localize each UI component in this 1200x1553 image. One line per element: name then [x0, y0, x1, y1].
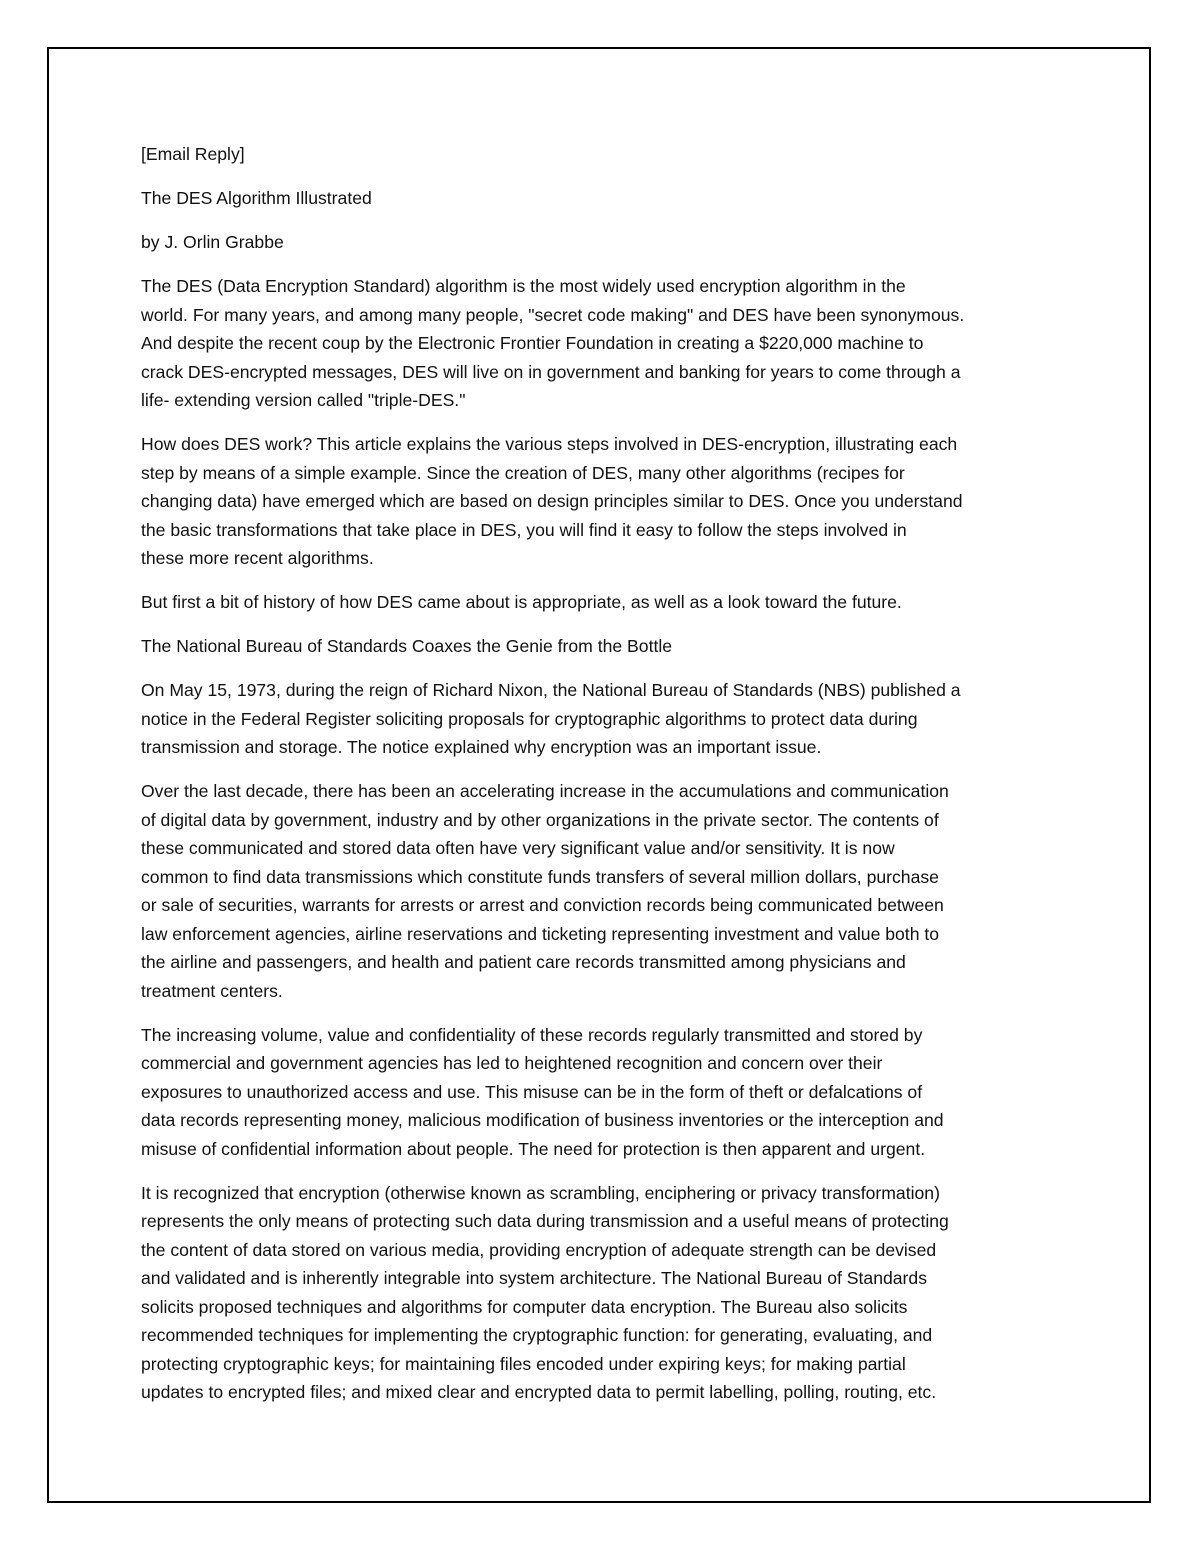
paragraph-line: law enforcement agencies, airline reservations and ticketing representing investment and value both to — [141, 923, 940, 944]
paragraph — [141, 1179, 1066, 1407]
paragraph-line: Over the last decade, there has been an accelerating increase in the accumulations and communication — [141, 781, 949, 801]
document-title: The DES Algorithm Illustrated — [141, 188, 372, 208]
paragraph-line: How does DES work? This article explains the various steps involved in DES-encryption, illustrating each — [141, 434, 958, 454]
paragraph-line: common to find data transmissions which constitute funds transfers of several million dollars, purchase — [141, 866, 939, 887]
paragraph — [141, 632, 1066, 661]
paragraph-line: solicits proposed techniques and algorithms for computer data encryption. The Bureau also solicits — [141, 1296, 908, 1317]
paragraph-line: The increasing volume, value and confidentiality of these records regularly transmitted and stored by — [141, 1024, 923, 1045]
paragraph — [141, 1021, 1066, 1164]
paragraph-line: of digital data by government, industry and by other organizations in the private sector. The contents of — [141, 809, 939, 830]
paragraph-line: recommended techniques for implementing the cryptographic function: for generating, evaluating, and — [141, 1325, 933, 1345]
paragraph-line: exposures to unauthorized access and use. This misuse can be in the form of theft or defalcations of — [141, 1081, 923, 1102]
paragraph — [141, 588, 1066, 617]
paragraph-line: The DES (Data Encryption Standard) algorithm is the most widely used encryption algorithm in the — [141, 276, 906, 296]
paragraph-line: the airline and passengers, and health and patient care records transmitted among physicians and — [141, 952, 906, 972]
paragraph-line: the content of data stored on various media, providing encryption of adequate strength can be devised — [141, 1239, 937, 1260]
paragraph-line: changing data) have emerged which are based on design principles similar to DES. Once you understand — [141, 491, 963, 511]
paragraph-line: these more recent algorithms. — [141, 548, 374, 568]
paragraph-line: And despite the recent coup by the Electronic Frontier Foundation in creating a $220,000 machine to — [141, 333, 924, 353]
paragraph-line: notice in the Federal Register soliciting proposals for cryptographic algorithms to protect data during — [141, 708, 918, 729]
paragraph-line: commercial and government agencies has led to heightened recognition and concern over their — [141, 1053, 883, 1073]
header-tag: [Email Reply] — [141, 144, 245, 164]
paragraph — [141, 777, 1066, 1005]
paragraphs — [141, 272, 1066, 1407]
paragraph-line: misuse of confidential information about people. The need for protection is then apparent and urgent. — [141, 1138, 926, 1159]
paragraph-line: the basic transformations that take place in DES, you will find it easy to follow the steps involved in — [141, 519, 907, 540]
paragraph-line: step by means of a simple example. Since the creation of DES, many other algorithms (recipes for — [141, 462, 905, 483]
paragraph — [141, 430, 1066, 573]
paragraph — [141, 272, 1066, 415]
paragraph-line: The National Bureau of Standards Coaxes the Genie from the Bottle — [141, 636, 673, 656]
paragraph-line: crack DES-encrypted messages, DES will live on in government and banking for years to come through a — [141, 361, 961, 382]
paragraph-line: life- extending version called "triple-DES." — [141, 390, 466, 410]
paragraph-line: treatment centers. — [141, 980, 283, 1001]
paragraph-line: On May 15, 1973, during the reign of Richard Nixon, the National Bureau of Standards (NBS) published a — [141, 680, 961, 700]
paragraph — [141, 676, 1066, 762]
paragraph-line: protecting cryptographic keys; for maintaining files encoded under expiring keys; for making partial — [141, 1353, 906, 1374]
paragraph-line: transmission and storage. The notice explained why encryption was an important issue. — [141, 737, 822, 757]
paragraph-line: But first a bit of history of how DES came about is appropriate, as well as a look toward the future. — [141, 592, 902, 612]
paragraph-line: or sale of securities, warrants for arrests or arrest and conviction records being communicated between — [141, 895, 944, 915]
paragraph-line: updates to encrypted files; and mixed clear and encrypted data to permit labelling, polling, routing, etc. — [141, 1382, 937, 1402]
document-body — [141, 140, 1066, 1422]
paragraph-line: these communicated and stored data often have very significant value and/or sensitivity. It is now — [141, 838, 895, 858]
paragraph-line: data records representing money, malicious modification of business inventories or the interception and — [141, 1110, 944, 1130]
paragraph-line: world. For many years, and among many people, "secret code making" and DES have been synonymous. — [141, 304, 965, 325]
paragraph-line: and validated and is inherently integrable into system architecture. The National Bureau of Standards — [141, 1268, 927, 1288]
paragraph-line: It is recognized that encryption (otherwise known as scrambling, enciphering or privacy transformation) — [141, 1182, 940, 1203]
byline: by J. Orlin Grabbe — [141, 232, 284, 252]
paragraph-line: represents the only means of protecting such data during transmission and a useful means of protecting — [141, 1211, 949, 1231]
